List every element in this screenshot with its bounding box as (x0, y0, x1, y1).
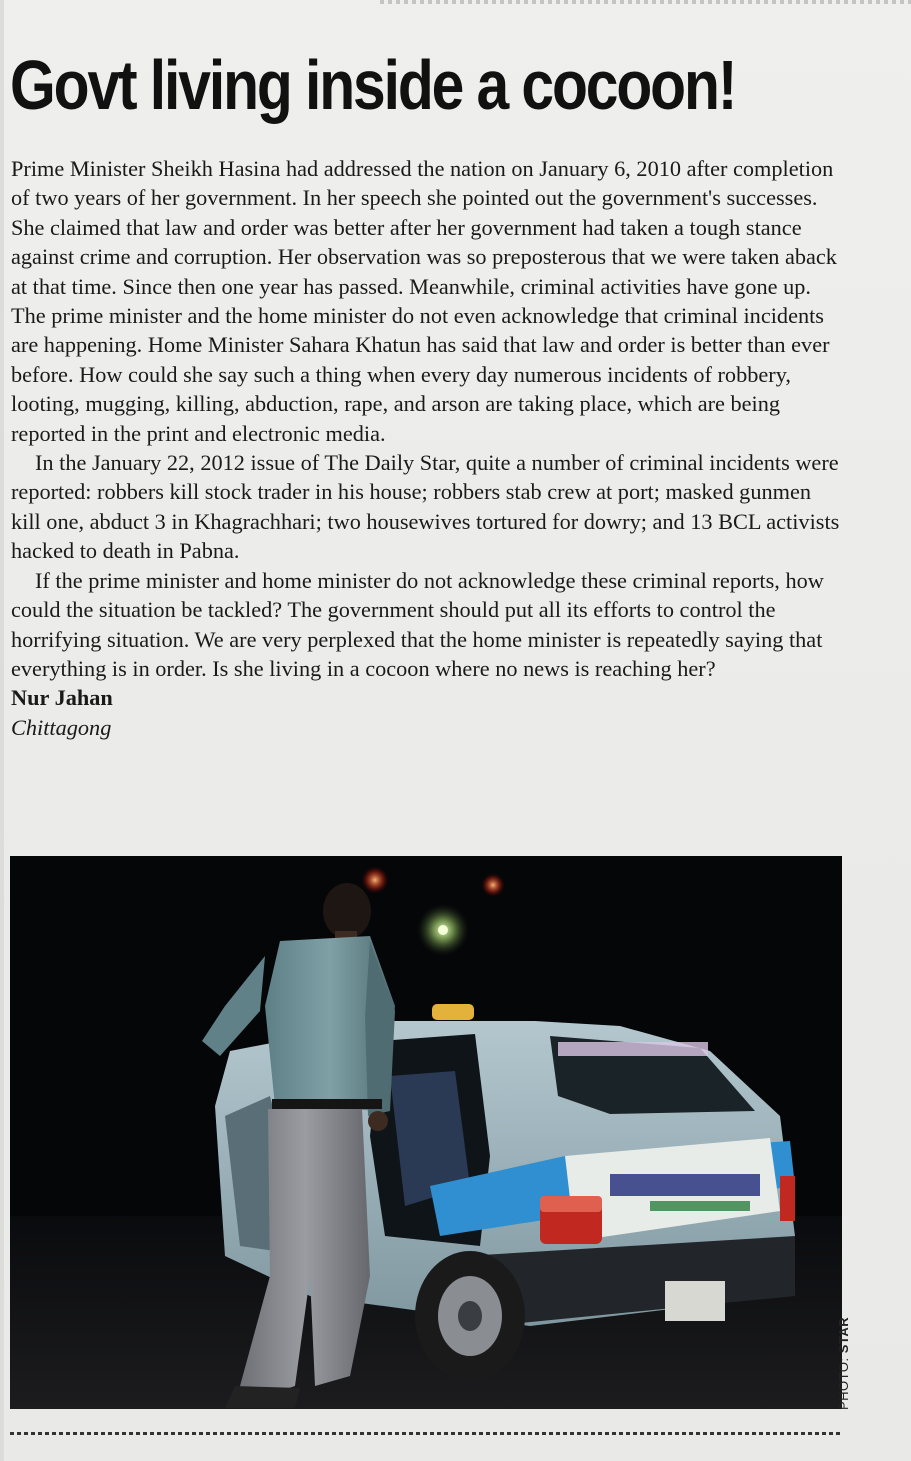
photo-credit (836, 1317, 851, 1410)
headline: Govt living inside a cocoon! (10, 46, 736, 124)
paragraph-1: Prime Minister Sheikh Hasina had addressed the nation on January 6, 2010 after completion of two years of her government. In her speech she pointed out the government's successes. She claimed that law and order was better after her government had taken a tough stance against crime and corruption. Her observation was so preposterous that we were taken aback at that time. Since then one year has passed. Meanwhile, criminal activities have gone up. The prime minister and the home minister do not even acknowledge that criminal incidents are happening. Home Minister Sahara Khatun has said that law and order is better than ever before. How could she say such a thing when every day numerous incidents of robbery, looting, mugging, killing, abduction, rape, and arson are taking place, which are being reported in the print and electronic media. (11, 156, 837, 446)
author-location: Chittagong (11, 714, 112, 740)
bottom-dotted-rule (10, 1432, 842, 1435)
night-taxi-photo (10, 856, 842, 1409)
author-name: Nur Jahan (11, 685, 113, 711)
paragraph-3: If the prime minister and home minister do not acknowledge these criminal reports, how could the situation be tackled? The government should put all its efforts to control the horrifying situation. We are very perplexed that the home minister is repeatedly saying that everything is in order. Is she living in a cocoon where no news is reaching her? (11, 567, 824, 681)
photo-credit-source: STAR (836, 1316, 851, 1354)
paragraph-2: In the January 22, 2012 issue of The Daily Star, quite a number of criminal incidents were reported: robbers kill stock trader in his house; robbers stab crew at port; masked gunmen kill one, abduct 3 in Khagrachhari; two housewives tortured for dowry; and 13 BCL activists hacked to death in Pabna. (11, 450, 840, 564)
photo-credit-prefix: PHOTO: (836, 1357, 851, 1410)
news-photo (10, 856, 842, 1409)
left-column-rule (0, 0, 4, 1461)
letter-body (11, 154, 846, 742)
top-dotted-rule (380, 0, 911, 4)
